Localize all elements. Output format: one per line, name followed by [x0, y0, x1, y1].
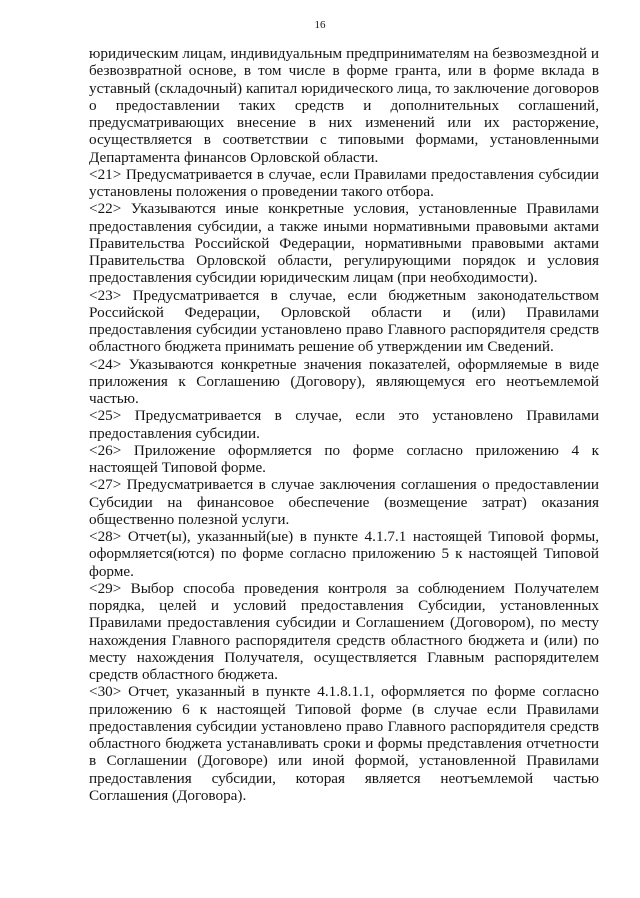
footnote-continuation: юридическим лицам, индивидуальным предпринимателям на безвозмездной и безвозвратной основе, в том числе в форме гранта, или в форме вклада в уставный (складочный) капитал юридического лица, то заключение договоров о предоставлении таких средств и дополнительных соглашений, предусматривающих внесение в них изменений или их расторжение, осуществляется в соответствии с типовыми формами, установленными Департамента финансов Орловской области. [89, 45, 599, 166]
footnote-28: <28> Отчет(ы), указанный(ые) в пункте 4.1.7.1 настоящей Типовой формы, оформляется(ются) по форме согласно приложению 5 к настоящей Типовой форме. [89, 528, 599, 580]
footnote-24: <24> Указываются конкретные значения показателей, оформляемые в виде приложения к Соглашению (Договору), являющемуся его неотъемлемой частью. [89, 355, 599, 407]
footnote-27: <27> Предусматривается в случае заключения соглашения о предоставлении Субсидии на финансовое обеспечение (возмещение затрат) оказания общественно полезной услуги. [89, 476, 599, 528]
footnote-26: <26> Приложение оформляется по форме согласно приложению 4 к настоящей Типовой форме. [89, 441, 599, 476]
footnotes-body [89, 45, 599, 804]
footnote-21: <21> Предусматривается в случае, если Правилами предоставления субсидии установлены положения о проведении такого отбора. [89, 165, 599, 200]
footnote-30: <30> Отчет, указанный в пункте 4.1.8.1.1, оформляется по форме согласно приложению 6 к настоящей Типовой форме (в случае если Правилами предоставления субсидии установлено право Главного распорядителя средств областного бюджета устанавливать сроки и формы представления отчетности в Соглашении (Договоре) или иной формой, установленной Правилами предоставления субсидии, которая является неотъемлемой частью Соглашения (Договора). [89, 683, 599, 804]
footnote-23: <23> Предусматривается в случае, если бюджетным законодательством Российской Федерации, Орловской области и (или) Правилами предоставления субсидии установлено право Главного распорядителя средств областного бюджета принимать решение об утверждении им Сведений. [89, 286, 599, 356]
footnote-22: <22> Указываются иные конкретные условия, установленные Правилами предоставления субсидии, а также иными нормативными правовыми актами Правительства Российской Федерации, нормативными правовыми актами Правительства Орловской области, регулирующими порядок и условия предоставления субсидии юридическим лицам (при необходимости). [89, 200, 599, 287]
footnote-29: <29> Выбор способа проведения контроля за соблюдением Получателем порядка, целей и условий предоставления Субсидии, установленных Правилами предоставления субсидии и Соглашением (Договором), по месту нахождения Главного распорядителя средств областного бюджета и (или) по месту нахождения Получателя, осуществляется Главным распорядителем средств областного бюджета. [89, 579, 599, 683]
page-number: 16 [314, 19, 326, 31]
footnote-25: <25> Предусматривается в случае, если это установлено Правилами предоставления субсидии. [89, 407, 599, 442]
